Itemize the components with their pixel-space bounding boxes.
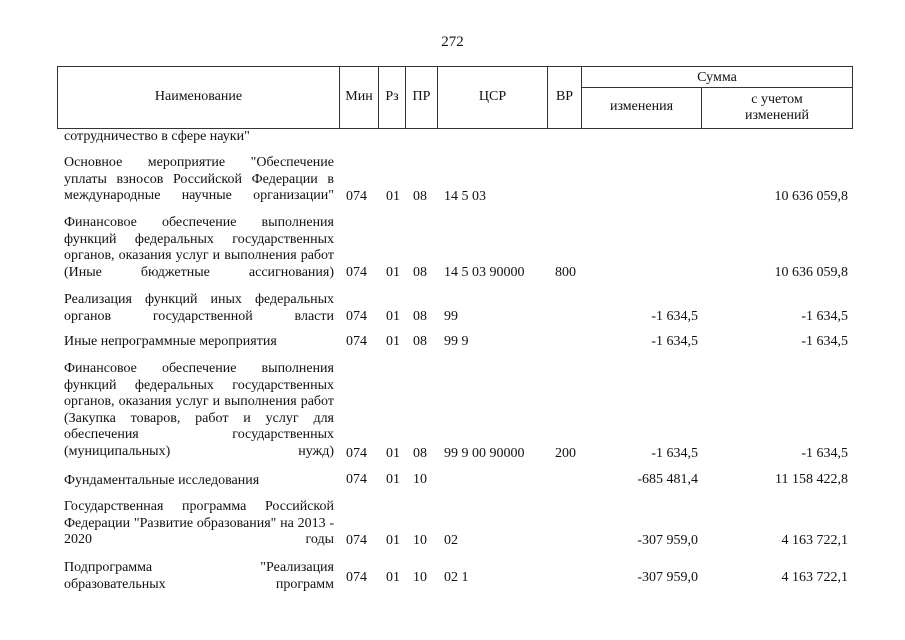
row-name: Фундаментальные исследования [64, 473, 260, 488]
row-name: Государственная программа Российской Федерации "Развитие образования" на 2013 - 2020 годы [64, 499, 334, 547]
row-csr: 99 [444, 309, 458, 324]
row-rz: 01 [386, 334, 400, 349]
row-total: 4 163 722,1 [781, 533, 848, 548]
header-csr-label: ЦСР [478, 89, 507, 104]
row-total: -1 634,5 [801, 446, 848, 461]
header-vr [547, 66, 582, 129]
row-name: Подпрограмма "Реализация образовательных программ [64, 560, 334, 592]
row-pr: 08 [413, 446, 427, 461]
row-name: Иные непрограммные мероприятия [64, 334, 277, 349]
row-csr: 02 1 [444, 570, 469, 585]
header-vr-label: ВР [555, 89, 574, 104]
row-name: Финансовое обеспечение выполнения функций федеральных государственных органов, оказания услуг и выполнения работ (Иные бюджетные ассигнования) [64, 215, 334, 280]
row-total: 10 636 059,8 [774, 265, 848, 280]
header-pr-label: ПР [412, 89, 431, 104]
row-csr: 99 9 [444, 334, 469, 349]
header-sum [581, 66, 853, 88]
row-rz: 01 [386, 533, 400, 548]
row-csr: 99 9 00 90000 [444, 446, 525, 461]
row-changes: -685 481,4 [637, 472, 698, 487]
row-rz: 01 [386, 446, 400, 461]
header-changes-label: изменения [609, 99, 674, 114]
row-min: 074 [346, 189, 367, 204]
header-sum-label: Сумма [697, 70, 737, 85]
row-rz: 01 [386, 309, 400, 324]
row-csr: 14 5 03 90000 [444, 265, 525, 280]
row-rz: 01 [386, 570, 400, 585]
row-name: Реализация функций иных федеральных органов государственной власти [64, 292, 334, 324]
header-csr [437, 66, 548, 129]
row-changes: -307 959,0 [637, 570, 698, 585]
row-rz: 01 [386, 472, 400, 487]
header-with-changes-line2: изменений [744, 108, 810, 123]
row-vr: 200 [555, 446, 576, 461]
row-min: 074 [346, 334, 367, 349]
row-name: сотрудничество в сфере науки" [64, 129, 250, 144]
row-min: 074 [346, 446, 367, 461]
header-changes [581, 87, 702, 129]
header-with-changes [701, 87, 853, 129]
row-pr: 08 [413, 265, 427, 280]
row-rz: 01 [386, 265, 400, 280]
row-min: 074 [346, 265, 367, 280]
row-vr: 800 [555, 265, 576, 280]
row-total: 11 158 422,8 [775, 472, 848, 487]
row-pr: 08 [413, 189, 427, 204]
page-number: 272 [441, 34, 464, 50]
row-min: 074 [346, 309, 367, 324]
row-total: -1 634,5 [801, 334, 848, 349]
row-csr: 02 [444, 533, 458, 548]
header-with-changes-line1: с учетом [751, 92, 803, 107]
row-min: 074 [346, 472, 367, 487]
row-name: Основное мероприятие "Обеспечение уплаты взносов Российской Федерации в международные научные организации" [64, 155, 334, 203]
header-rz-label: Рз [385, 89, 399, 104]
header-min-label: Мин [345, 89, 373, 104]
row-csr: 14 5 03 [444, 189, 486, 204]
row-min: 074 [346, 570, 367, 585]
row-changes: -1 634,5 [651, 309, 698, 324]
row-rz: 01 [386, 189, 400, 204]
header-name [57, 66, 340, 129]
row-pr: 10 [413, 533, 427, 548]
row-pr: 10 [413, 472, 427, 487]
row-name: Финансовое обеспечение выполнения функций федеральных государственных органов, оказания услуг и выполнения работ (Закупка товаров, работ и услуг для обеспечения государственных (муниципальных) нужд) [64, 361, 334, 459]
header-min [339, 66, 379, 129]
row-pr: 10 [413, 570, 427, 585]
row-pr: 08 [413, 334, 427, 349]
row-changes: -1 634,5 [651, 446, 698, 461]
row-changes: -1 634,5 [651, 334, 698, 349]
row-changes: -307 959,0 [637, 533, 698, 548]
header-name-label: Наименование [154, 89, 243, 104]
row-min: 074 [346, 533, 367, 548]
header-rz [378, 66, 406, 129]
row-total: -1 634,5 [801, 309, 848, 324]
header-pr [405, 66, 438, 129]
row-pr: 08 [413, 309, 427, 324]
row-total: 4 163 722,1 [781, 570, 848, 585]
row-total: 10 636 059,8 [774, 189, 848, 204]
